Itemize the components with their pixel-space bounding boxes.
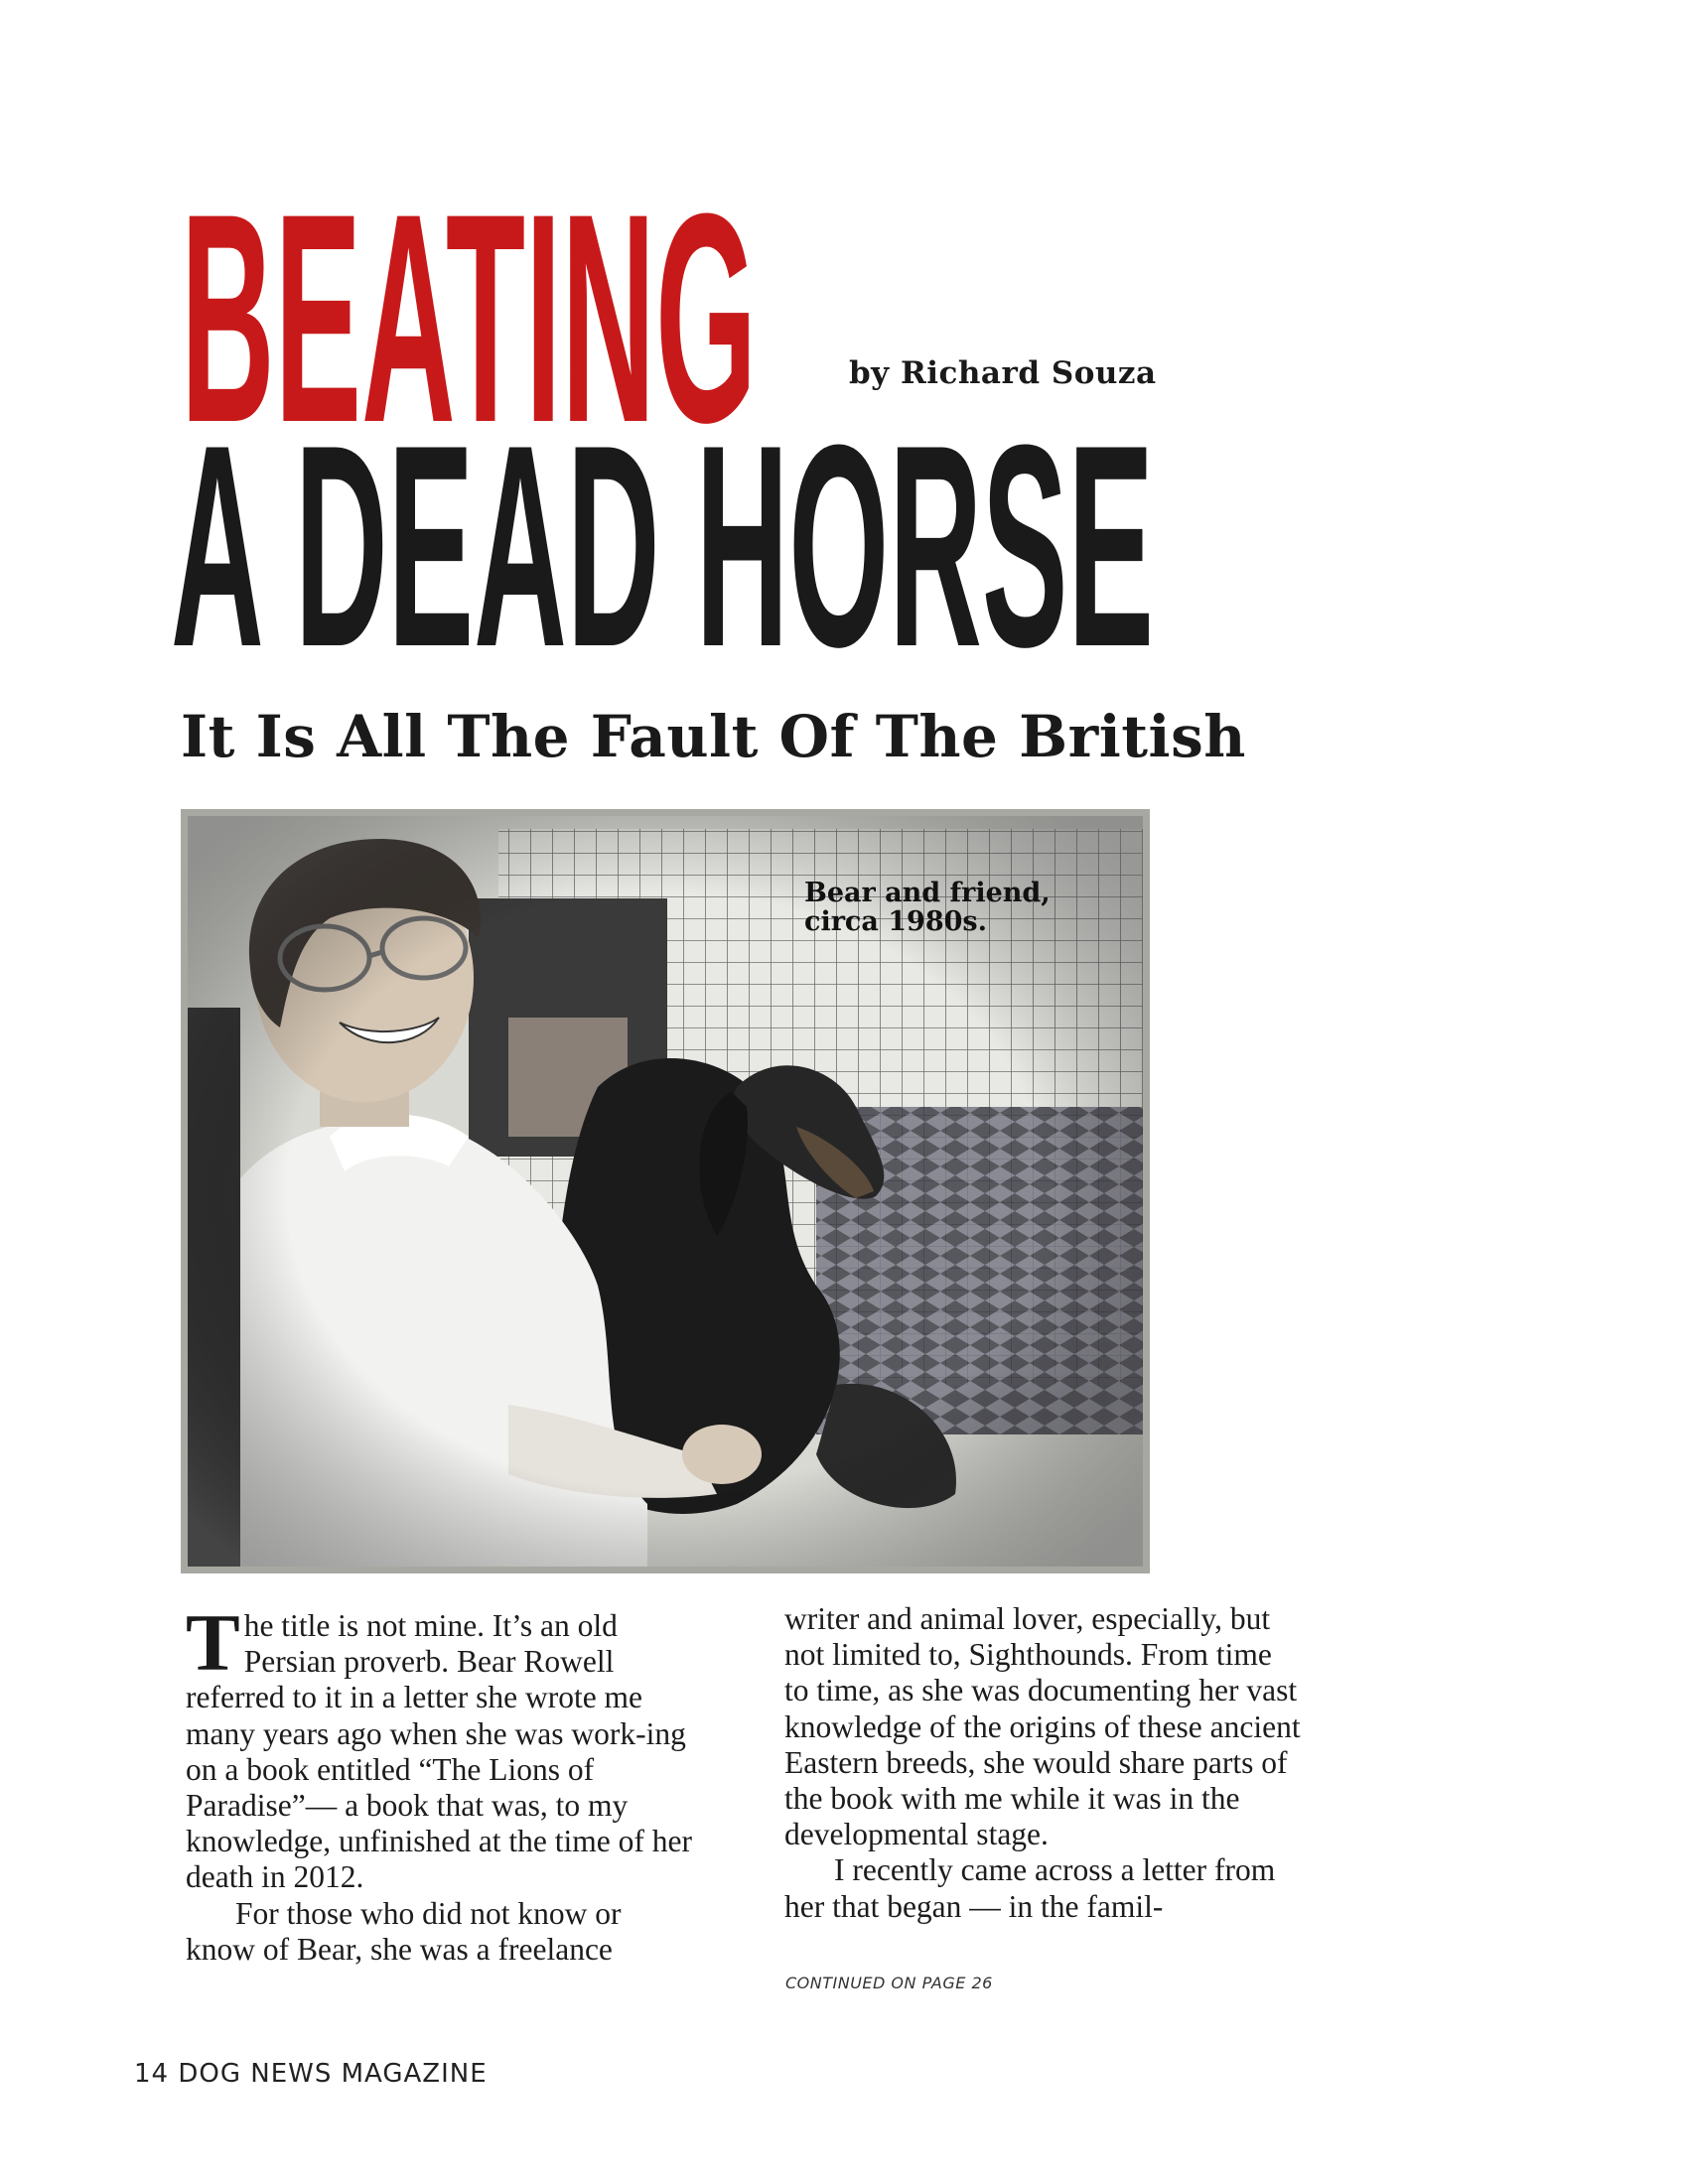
headline-line-2-art <box>171 397 1154 655</box>
body-paragraph-text: he title is not mine. It’s an old Persian proverb. Bear Rowell referred to it in a letter she wrote me many years ago when she was work-ing on a book entitled “The Lions of Paradise”— a book that was, to my knowledge, unfinished at the time of her death in 2012. <box>186 1608 692 1895</box>
body-paragraph: writer and animal lover, especially, but not limited to, Sighthounds. From time to time, as she was documenting her vast knowledge of the origins of these ancient Eastern breeds, she would share parts of the book with me while it was in the developmental stage. <box>784 1601 1301 1852</box>
body-paragraph <box>186 1597 692 1896</box>
page-folio: 14 DOG NEWS MAGAZINE <box>134 2059 488 2089</box>
headline-line-1-art <box>181 161 757 429</box>
byline: by Richard Souza <box>849 355 1157 391</box>
article-deck: It Is All The Fault Of The British <box>181 703 1246 770</box>
caption-line-1: Bear and friend, <box>804 878 1051 908</box>
continued-note: CONTINUED ON PAGE 26 <box>785 1974 993 1992</box>
body-column-left <box>186 1597 692 1968</box>
caption-line-2: circa 1980s. <box>804 906 988 937</box>
headline-line-1-text: BEATING <box>181 161 757 429</box>
drop-cap: T <box>186 1597 240 1688</box>
headline-line-2-text: A DEAD HORSE <box>171 397 1154 655</box>
article-photo <box>181 809 1150 1573</box>
body-paragraph: For those who did not know or know of Bear, she was a freelance <box>186 1895 622 1967</box>
body-paragraph: I recently came across a letter from her that began — in the famil- <box>784 1852 1276 1924</box>
headline-line-2 <box>171 397 1154 655</box>
body-column-right <box>784 1601 1301 1925</box>
headline-line-1 <box>181 161 757 429</box>
photo-caption <box>804 879 1102 936</box>
